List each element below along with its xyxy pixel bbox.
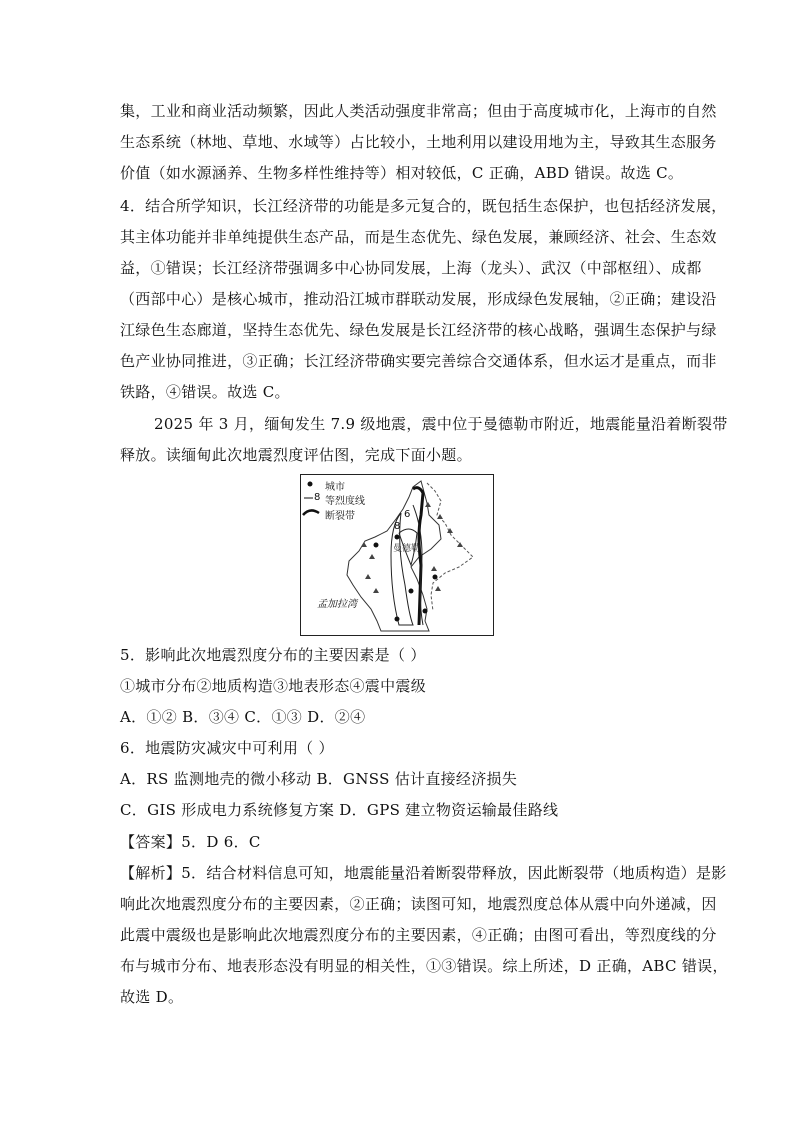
legend-isoline-label: 等烈度线 (325, 496, 365, 507)
text-line: 2025 年 3 月，缅甸发生 7.9 级地震，震中位于曼德勒市附近，地震能量沿着断裂带 (154, 415, 728, 433)
question-5-options: A．①② B．③④ C．①③ D．②④ (120, 708, 366, 726)
isoline-label-6: 6 (404, 509, 411, 520)
analysis-line: 布与城市分布、地表形态没有明显的相关性，①③错误。综上所述，D 正确，ABC 错误， (120, 957, 728, 975)
city-dot (374, 543, 379, 548)
city-dot (433, 575, 438, 580)
text-line: 集，工业和商业活动频繁，因此人类活动强度非常高；但由于高度城市化，上海市的自然 (120, 102, 717, 120)
city-dot (409, 589, 414, 594)
text-line: 益，①错误；长江经济带强调多中心协同发展，上海（龙头）、武汉（中部枢纽）、成都 (120, 259, 702, 277)
legend-fault-symbol (303, 510, 319, 515)
question-5-stem: 5．影响此次地震烈度分布的主要因素是（ ） (120, 646, 426, 664)
question-6-options-ab: A．RS 监测地壳的微小移动 B．GNSS 估计直接经济损失 (120, 770, 518, 788)
bay-label: 孟加拉湾 (317, 599, 357, 610)
text-line: 价值（如水源涵养、生物多样性维持等）相对较低，C 正确，ABD 错误。故选 C。 (120, 164, 684, 182)
city-dot (395, 535, 400, 540)
question-6-options-cd: C．GIS 形成电力系统修复方案 D．GPS 建立物资运输最佳路线 (120, 801, 559, 819)
city-dot (395, 617, 400, 622)
text-line: 色产业协同推进，③正确；长江经济带确实要完善综合交通体系，但水运才是重点，而非 (120, 352, 717, 370)
text-line: 铁路，④错误。故选 C。 (120, 383, 290, 401)
text-line: 其主体功能并非单纯提供生态产品，而是生态优先、绿色发展，兼顾经济、社会、生态效 (120, 228, 717, 246)
analysis-line: 此震中震级也是影响此次地震烈度分布的主要因素，④正确；由图可看出，等烈度线的分 (120, 926, 717, 944)
text-line: 4．结合所学知识，长江经济带的功能是多元复合的，既包括生态保护，也包括经济发展， (120, 197, 727, 215)
isoline-label-8: 8 (394, 521, 401, 532)
analysis-line: 【解析】5．结合材料信息可知，地震能量沿着断裂带释放，因此断裂带（地质构造）是影 (120, 864, 727, 882)
epicenter-city-label: 曼德勒 (393, 544, 421, 554)
legend-city-label: 城市 (325, 482, 345, 493)
legend-isoline-sample: 8 (314, 492, 321, 503)
legend-city-symbol (308, 482, 313, 487)
question-5-items: ①城市分布②地质构造③地表形态④震中震级 (120, 677, 427, 695)
earthquake-intensity-map (300, 474, 494, 636)
analysis-line: 响此次地震烈度分布的主要因素，②正确；读图可知，地震烈度总体从震中向外递减，因 (120, 895, 717, 913)
answer-line: 【答案】5．D 6．C (120, 833, 261, 851)
question-6-stem: 6．地震防灾减灾中可利用（ ） (120, 739, 334, 757)
text-line: 生态系统（林地、草地、水域等）占比较小，土地利用以建设用地为主，导致其生态服务 (120, 133, 717, 151)
text-line: 江绿色生态廊道，坚持生态优先、绿色发展是长江经济带的核心战略，强调生态保护与绿 (120, 321, 717, 339)
legend-fault-label: 断裂带 (325, 511, 355, 522)
city-dot (423, 609, 428, 614)
text-line: （西部中心）是核心城市，推动沿江城市群联动发展，形成绿色发展轴，②正确；建设沿 (120, 290, 717, 308)
analysis-line: 故选 D。 (120, 988, 184, 1006)
text-line: 释放。读缅甸此次地震烈度评估图，完成下面小题。 (120, 446, 472, 464)
